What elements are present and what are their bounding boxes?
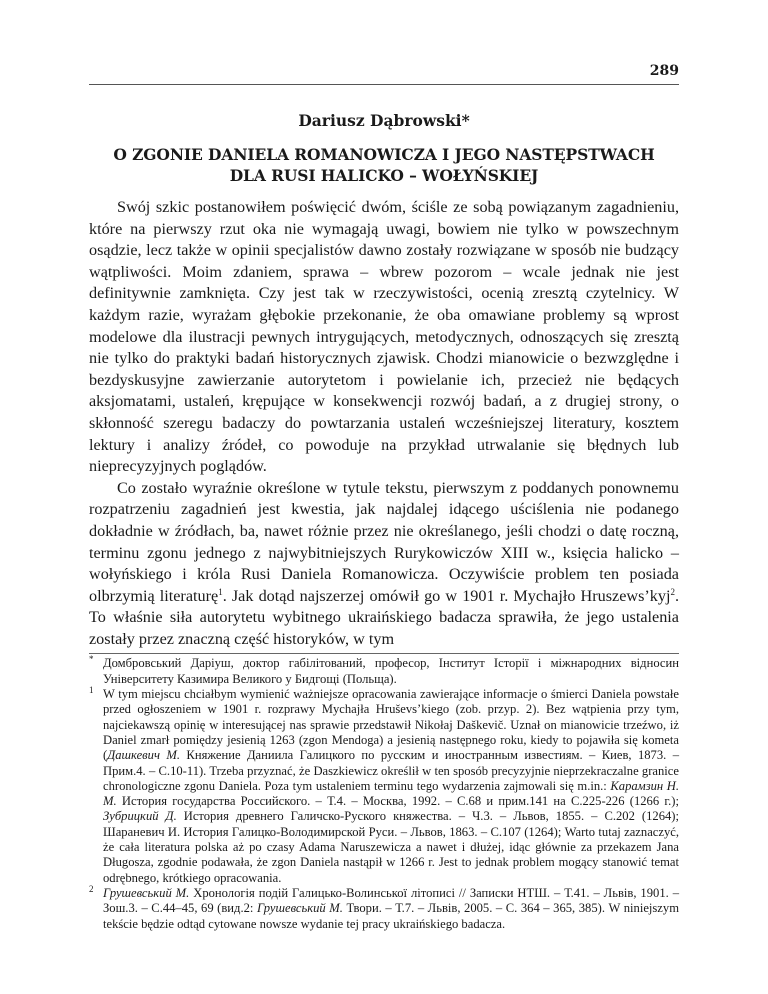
footnote-2-mark: 2 — [89, 883, 94, 894]
footnote-1-mark: 1 — [89, 685, 94, 696]
paragraph-2-part-c: . To właśnie siła autorytetu wybitnego ukraińskiego badacza sprawiła, że jego ustalenia zostały przez znaczną część historyków, w tym — [89, 586, 680, 648]
paragraph-2-part-b: . Jak dotąd najszerzej omówił go w 1901 r. Mychajło Hruszews’kyj — [222, 586, 671, 605]
footnote-author — [89, 656, 679, 687]
article-title — [89, 144, 679, 186]
paragraph-2 — [89, 478, 679, 651]
paragraph-1: Swój szkic postanowiłem poświęcić dwóm, ściśle ze sobą powiązanym zagadnieniu, które na pierwszy rzut oka nie wymagają uwagi, bowiem nie tylko w powszechnym osądzie, lecz także w opinii specjalistów dawno zostały rozwiązane w sposób nie budzący wątpliwości. Moim zdaniem, sprawa – wbrew pozorom – wcale jednak nie jest definitywnie zamknięta. Czy jest tak w rzeczywistości, ocenią zresztą czytelnicy. W każdym razie, wyrażam głębokie przekonanie, że oba omawiane problemy są wprost modelowe dla ilustracji pewnych intrygujących, metodycznych, odnoszących się zresztą nie tylko do praktyki badań historycznych zjawisk. Chodzi mianowicie o bezwzględne i bezdyskusyjne zawierzanie autorytetom i powielanie ich, przecież nie będących aksjomatami, ustaleń, krępujące w konsekwencji rozwój badań, a z drugiej strony, o skłonność szeregu badaczy do powtarzania ustaleń wcześniejszej literatury, kosztem lektury i analizy źródeł, co powoduje na przykład utrwalanie się błędnych lub nieprecyzyjnych poglądów. — [89, 198, 679, 476]
footnote-1-text-c: История государства Российского. – Т.4. – Москва, 1992. – С.68 и прим.141 на С.225-226 (1266 г.); — [116, 794, 679, 809]
footnote-2-text-b: Твори. – Т.7. – Львів, 2005. – С. 364 – 365, 385). W niniejszym tekście będzie odtąd cytowane nowsze wydanie tej pracy ukraińskiego badacza. — [103, 901, 679, 931]
page-number: 289 — [89, 62, 679, 85]
author-name: Dariusz Dąbrowski* — [298, 111, 470, 130]
footnote-1 — [89, 687, 679, 886]
footnote-2-cite-1: Грушевський М. — [103, 885, 190, 900]
footnotes — [89, 653, 679, 931]
footnote-1-text-d: История древнего Галичско-Руского княжества. – Ч.3. – Львов, 1855. – С.202 (1264); Шараневич И. История Галицко-Володимирской Руси. – Львов, 1863. – С.107 (1264); Warto tutaj zaznaczyć, że cała literatura polska aż po czasy Adama Naruszewicza a nawet i dłużej, idąc głównie za przekazem Jana Długosza, zgodnie podawała, że zgon Daniela nastąpił w 1266 r. Jest to jednak problem mogący stanowić temat odrębnego, krótkiego opracowania. — [103, 809, 679, 885]
footnote-author-mark: * — [89, 654, 94, 665]
footnote-1-cite-1: Дашкевич М. — [107, 748, 181, 763]
footnote-author-text: Домбровський Даріуш, доктор габілітований, професор, Інститут Історії і міжнародних відносин Університету Казимира Великого у Бидгощі (Польща). — [103, 656, 679, 686]
paragraph-2-part-a: Co zostało wyraźnie określone w tytule tekstu, pierwszym z poddanych ponownemu rozpatrzeniu zagadnień jest kwestia, jak najdalej idącego uściślenia nie podanego dokładnie w źródłach, ba, nawet różnie przez nie określanego, jeśli chodzi o datę roczną, terminu zgonu jednego z najwybitniejszych Rurykowiczów XIII w., księcia halicko – wołyńskiego i króla Rusi Daniela Romanowicza. Oczywiście problem ten posiada olbrzymią literaturę — [89, 478, 679, 605]
title-line-1: O ZGONIE DANIELA ROMANOWICZA I JEGO NASTĘPSTWACH — [113, 145, 655, 164]
footnote-1-cite-3: Зубрицкий Д. — [103, 809, 177, 824]
article-body — [89, 197, 679, 650]
footnote-ref-1[interactable]: 1 — [218, 586, 223, 597]
footnote-2 — [89, 883, 679, 932]
footnote-1-cite-2: Карамзин Н. М. — [103, 778, 680, 809]
footnote-ref-2[interactable]: 2 — [670, 586, 675, 597]
footnote-2-cite-2: Грушевський М. — [256, 901, 343, 916]
title-line-2: DLA RUSI HALICKO – WOŁYŃSKIEJ — [229, 166, 539, 185]
footnote-2-text-a: Хронологія подій Галицько-Волинської літописі // Записки НТШ. – Т.41. – Львів, 1901. – Зош.3. – С.44–45, 69 (вид.2: — [103, 885, 679, 916]
page — [89, 62, 679, 932]
footnote-1-text-b: Княжение Даниила Галицкого по русским и иностранным известиям. – Киев, 1873. – Прим.4. – С.10-11). Trzeba przyznać, że Daszkiewicz określił w ten sposób precyzyjnie nieprzekraczalne granice chronologiczne zgonu Daniela. Poza tym ustaleniem terminu tego wydarzenia zajmowali się m.in.: — [103, 748, 679, 793]
footnote-1-text-a: W tym miejscu chciałbym wymienić ważniejsze opracowania zawierające informacje o śmierci Daniela powstałe przed ogłoszeniem w 1901 r. rozprawy Mychajła Hruševs’kiego (zob. przyp. 2). Bez wątpienia przy tym, najciekawszą opinię w interesującej nas sprawie przedstawił Nikołaj Daškevič. Uznał on mianowicie trzeźwo, iż Daniel zmarł pomiędzy jesienią 1263 (zgon Mendoga) a jesienią następnego roku, kiedy to pojawiła się kometa ( — [103, 687, 679, 763]
